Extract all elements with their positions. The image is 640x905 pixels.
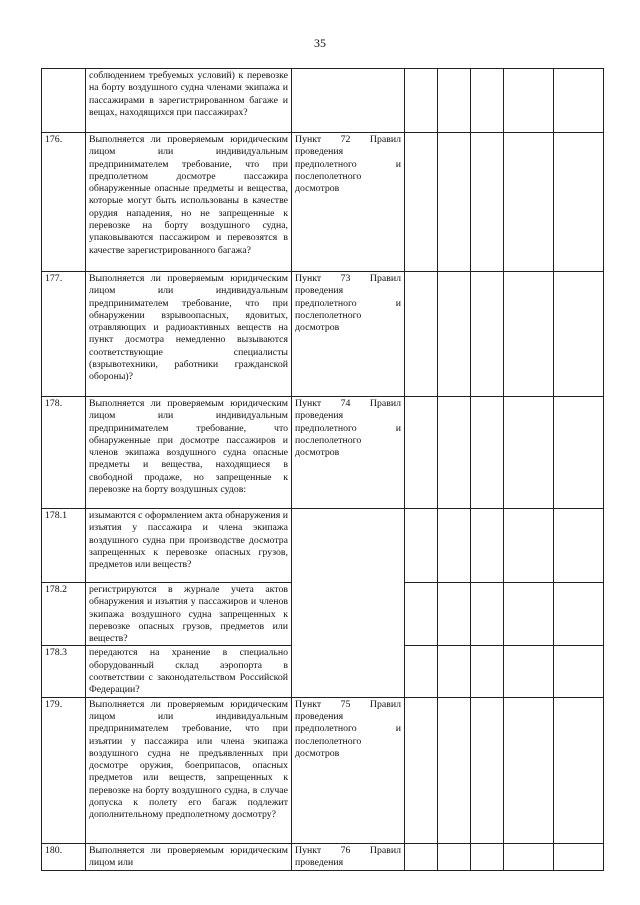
- item-number: [42, 69, 86, 133]
- answer-cell-na: [471, 646, 504, 697]
- question-text: изымаются с оформлением акта обнаружения и изъятия у пассажира и члена экипажа воздушного судна при производстве досмотра запрещенных к перевозке опасных грузов, предметов или веществ?: [86, 509, 292, 583]
- legal-reference: Пункт 73 Правил проведения предполетного и послеполетного досмотров: [292, 272, 405, 397]
- answer-cell-no: [438, 583, 471, 646]
- question-text: Выполняется ли проверяемым юридическим лицом или индивидуальным предпринимателем требование, что при обнаружении взрывоопасных, ядовитых, отравляющих и радиоактивных веществ на пункт досмотра немедленно вызываются соответствующие специалисты (взрывотехники, работники гражданской обороны)?: [86, 272, 292, 397]
- note-cell: [504, 69, 554, 133]
- answer-cell-na: [471, 697, 504, 843]
- answer-cell-no: [438, 843, 471, 870]
- answer-cell-no: [438, 69, 471, 133]
- comment-cell: [554, 509, 604, 583]
- legal-reference: [292, 69, 405, 133]
- note-cell: [504, 843, 554, 870]
- question-text: Выполняется ли проверяемым юридическим лицом или: [86, 843, 292, 870]
- comment-cell: [554, 397, 604, 509]
- answer-cell-na: [471, 583, 504, 646]
- answer-cell-no: [438, 397, 471, 509]
- item-number: 178.2: [42, 583, 86, 646]
- answer-cell-na: [471, 397, 504, 509]
- note-cell: [504, 583, 554, 646]
- item-number: 180.: [42, 843, 86, 870]
- answer-cell-no: [438, 133, 471, 272]
- legal-reference: Пункт 74 Правил проведения предполетного и послеполетного досмотров: [292, 397, 405, 509]
- comment-cell: [554, 272, 604, 397]
- answer-cell-yes: [405, 843, 438, 870]
- table-row: [42, 133, 604, 272]
- item-number: 178.: [42, 397, 86, 509]
- comment-cell: [554, 697, 604, 843]
- note-cell: [504, 646, 554, 697]
- answer-cell-yes: [405, 697, 438, 843]
- question-text: Выполняется ли проверяемым юридическим лицом или индивидуальным предпринимателем требование, что обнаруженные при досмотре пассажиров и членов экипажа воздушного судна опасные предметы и вещества, находящиеся в свободной продаже, но запрещенные к перевозке на борту воздушных судов:: [86, 397, 292, 509]
- note-cell: [504, 397, 554, 509]
- question-text: Выполняется ли проверяемым юридическим лицом или индивидуальным предпринимателем требование, что при предполетном досмотре пассажира обнаруженные опасные предметы и вещества, которые могут быть использованы в качестве орудия нападения, но не запрещенные к перевозке на борту воздушного судна, упаковываются пассажиром и перевозятся в качестве зарегистрированного багажа?: [86, 133, 292, 272]
- answer-cell-yes: [405, 133, 438, 272]
- table-row: [42, 697, 604, 843]
- answer-cell-na: [471, 272, 504, 397]
- comment-cell: [554, 646, 604, 697]
- note-cell: [504, 509, 554, 583]
- answer-cell-na: [471, 69, 504, 133]
- answer-cell-no: [438, 697, 471, 843]
- comment-cell: [554, 843, 604, 870]
- legal-reference: [292, 509, 405, 698]
- item-number: 177.: [42, 272, 86, 397]
- legal-reference: Пункт 76 Правил проведения: [292, 843, 405, 870]
- comment-cell: [554, 133, 604, 272]
- note-cell: [504, 133, 554, 272]
- answer-cell-yes: [405, 646, 438, 697]
- answer-cell-no: [438, 272, 471, 397]
- answer-cell-na: [471, 843, 504, 870]
- answer-cell-yes: [405, 69, 438, 133]
- answer-cell-na: [471, 133, 504, 272]
- answer-cell-yes: [405, 397, 438, 509]
- item-number: 178.3: [42, 646, 86, 697]
- answer-cell-na: [471, 509, 504, 583]
- legal-reference: Пункт 75 Правил проведения предполетного и послеполетного досмотров: [292, 697, 405, 843]
- note-cell: [504, 697, 554, 843]
- table-row: [42, 272, 604, 397]
- answer-cell-no: [438, 509, 471, 583]
- legal-reference: Пункт 72 Правил проведения предполетного и послеполетного досмотров: [292, 133, 405, 272]
- question-text: соблюдением требуемых условий) к перевозке на борту воздушного судна членами экипажа и пассажирами в зарегистрированном багаже и вещах, находящихся при пассажирах?: [86, 69, 292, 133]
- item-number: 176.: [42, 133, 86, 272]
- table-row: [42, 397, 604, 509]
- table-row: [42, 509, 604, 583]
- table-row: [42, 843, 604, 870]
- question-text: Выполняется ли проверяемым юридическим лицом или индивидуальным предпринимателем требование, что при изъятии у пассажира или члена экипажа воздушного судна не предъявленных при досмотре оружия, боеприпасов, опасных предметов или веществ, запрещенных к перевозке на борту воздушного судна, в случае допуска к полету его багаж подлежит дополнительному предполетному досмотру?: [86, 697, 292, 843]
- answer-cell-yes: [405, 272, 438, 397]
- question-text: регистрируются в журнале учета актов обнаружения и изъятия у пассажиров и членов экипажа воздушного судна запрещенных к перевозке опасных грузов, предметов или веществ?: [86, 583, 292, 646]
- answer-cell-yes: [405, 583, 438, 646]
- answer-cell-no: [438, 646, 471, 697]
- page-number: 35: [314, 36, 326, 50]
- item-number: 178.1: [42, 509, 86, 583]
- table-row: [42, 69, 604, 133]
- checklist-table: [41, 68, 604, 871]
- question-text: передаются на хранение в специально оборудованный склад аэропорта в соответствии с законодательством Российской Федерации?: [86, 646, 292, 697]
- item-number: 179.: [42, 697, 86, 843]
- comment-cell: [554, 69, 604, 133]
- answer-cell-yes: [405, 509, 438, 583]
- comment-cell: [554, 583, 604, 646]
- note-cell: [504, 272, 554, 397]
